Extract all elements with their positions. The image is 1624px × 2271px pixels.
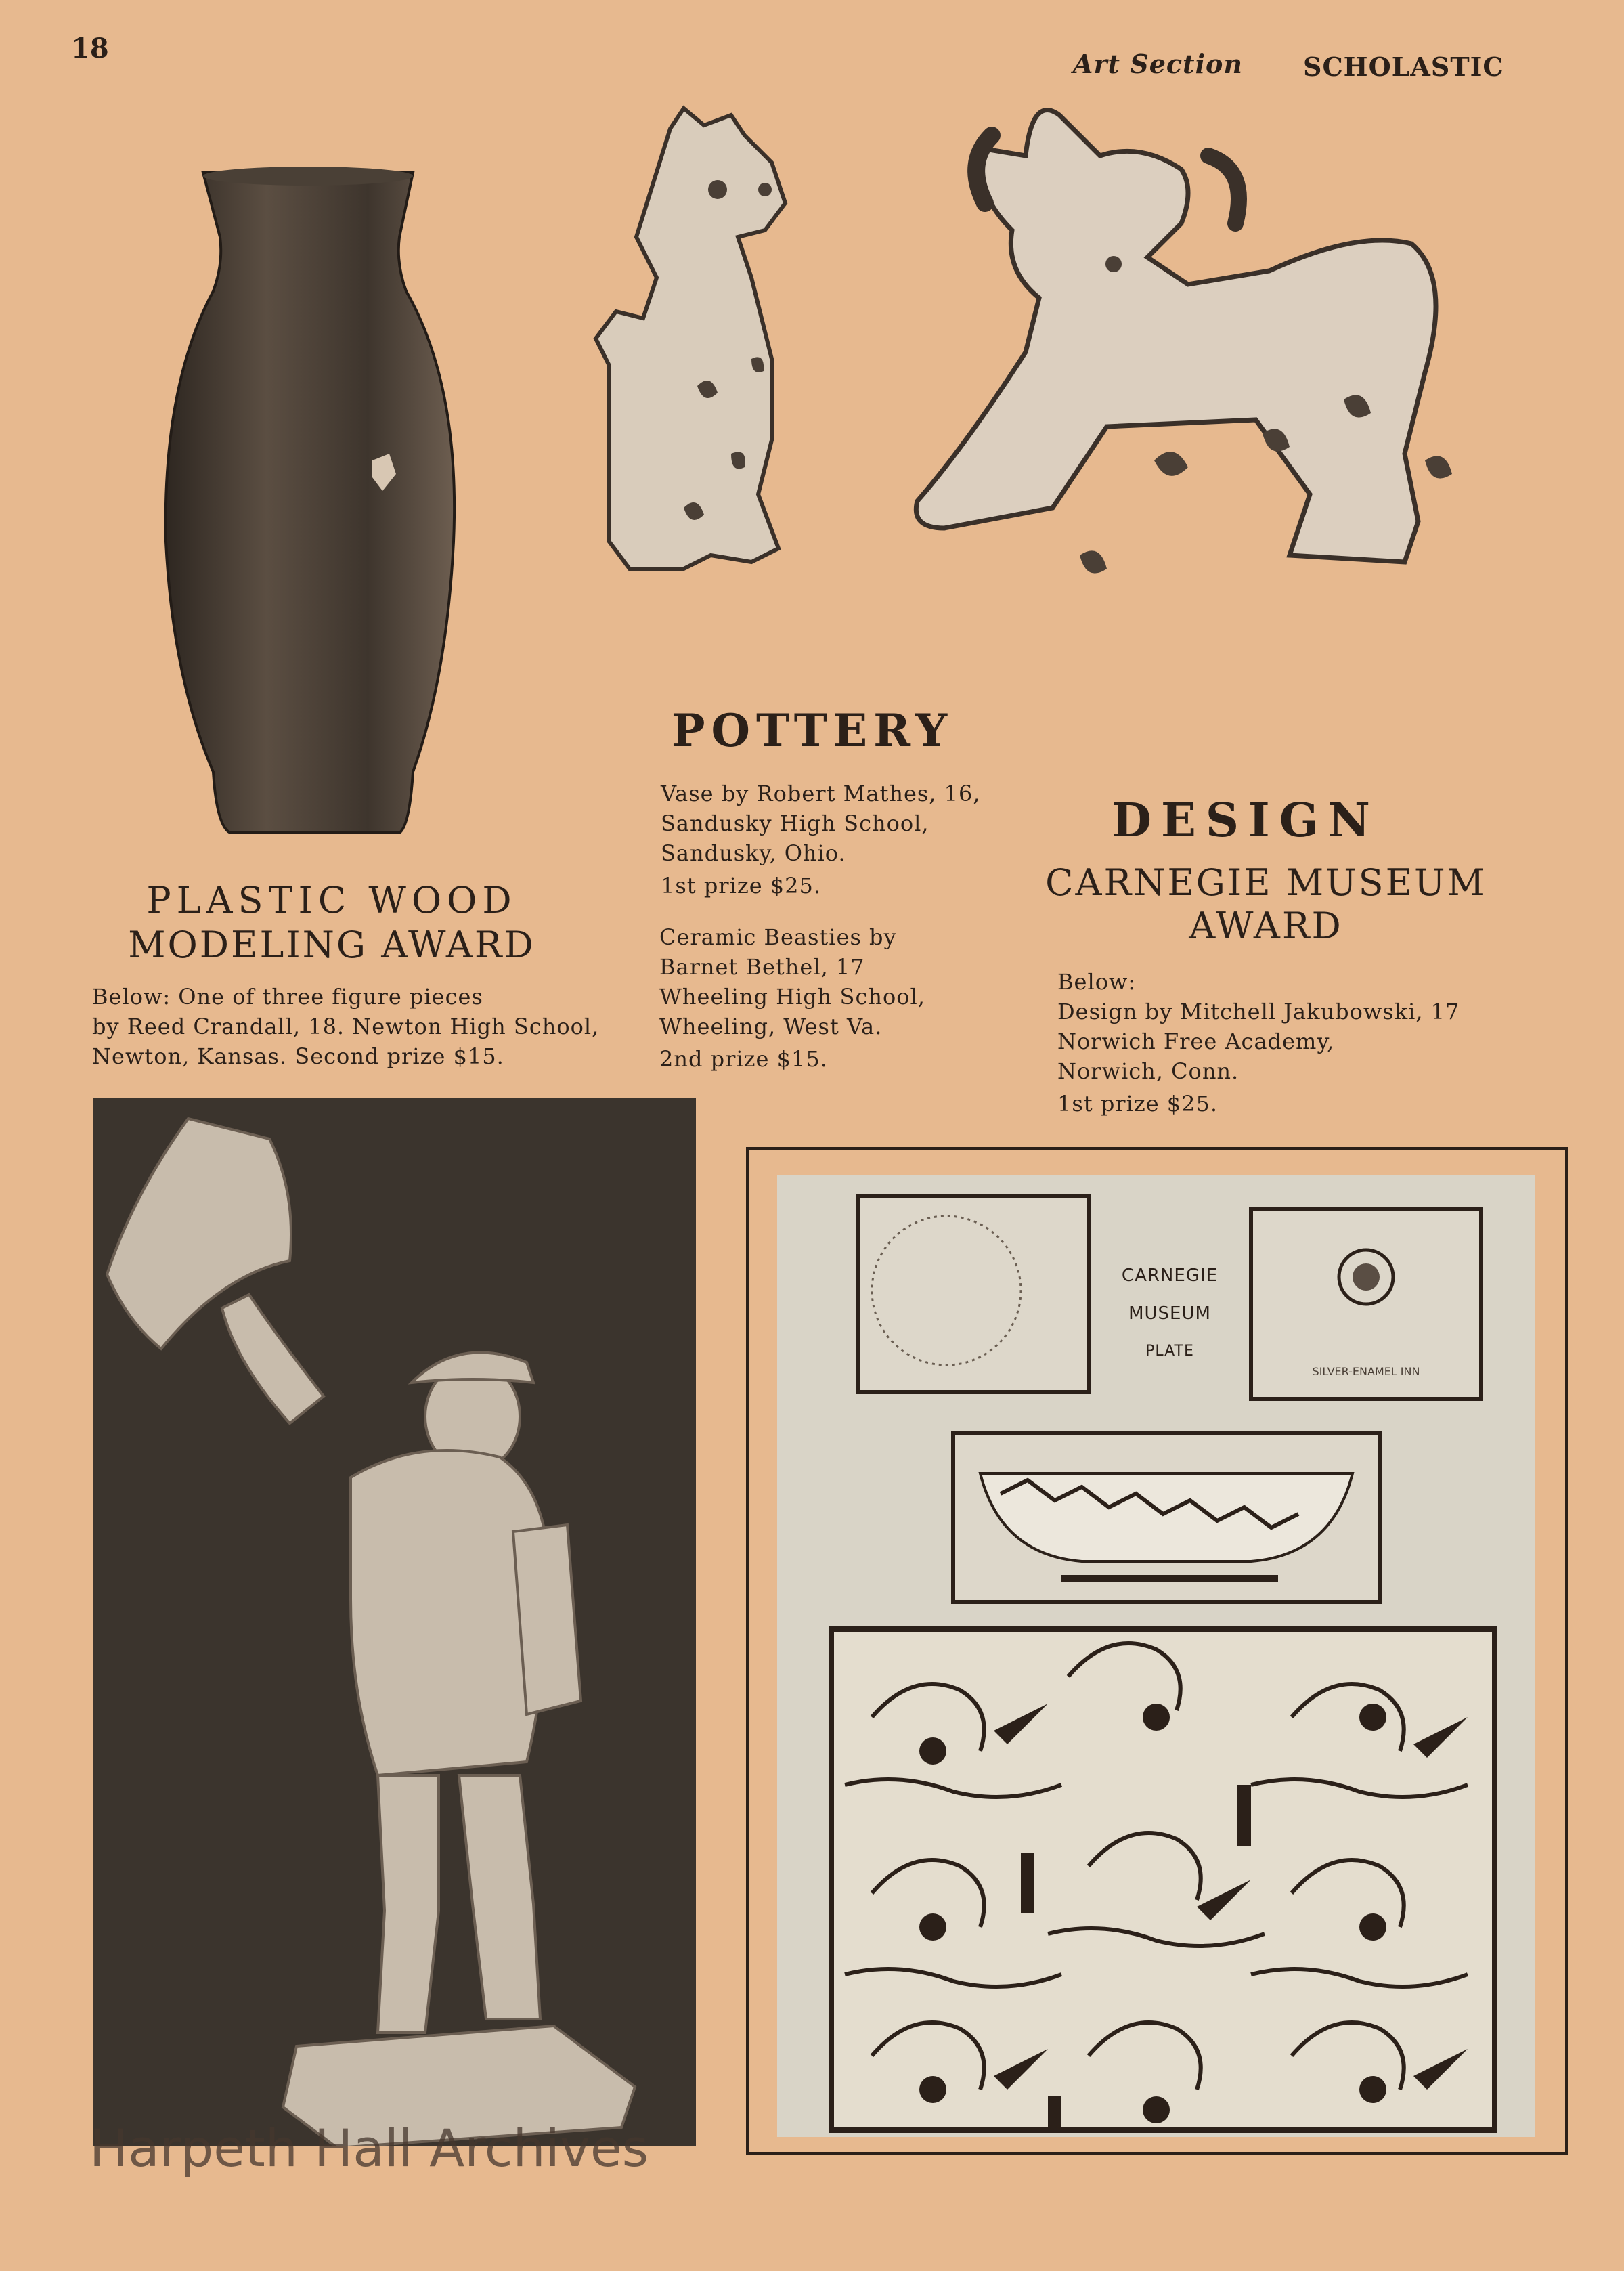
- caption-line: Wheeling, West Va.: [659, 1014, 883, 1039]
- pottery-title: POTTERY: [671, 704, 954, 757]
- plate-label-line: CARNEGIE: [1121, 1266, 1219, 1286]
- page-number: 18: [71, 33, 109, 64]
- pottery-beasties-caption: [659, 922, 925, 1074]
- caption-line: Design by Mitchell Jakubowski, 17: [1057, 999, 1460, 1024]
- caption-line: Below:: [1057, 969, 1137, 995]
- carnegie-museum-title: CARNEGIE MUSEUM: [1045, 861, 1487, 904]
- modeling-award-title: MODELING AWARD: [128, 924, 535, 966]
- plate-label-line: PLATE: [1145, 1343, 1194, 1360]
- caption-line: Norwich Free Academy,: [1057, 1029, 1335, 1054]
- caption-line: Wheeling High School,: [659, 984, 925, 1010]
- ceramic-beastie-left-photo: [562, 102, 860, 657]
- award-title: AWARD: [1189, 905, 1343, 947]
- caption-line: Below: One of three figure pieces: [92, 984, 483, 1010]
- newsboy-figure-photo: [93, 1098, 696, 2146]
- caption-line: by Reed Crandall, 18. Newton High School,: [92, 1014, 600, 1039]
- caption-line: Sandusky High School,: [661, 810, 929, 836]
- vase-photo: [149, 163, 467, 840]
- section-label: Art Section: [1073, 49, 1244, 79]
- caption-line: Sandusky, Ohio.: [661, 840, 846, 866]
- design-plate-frame: [746, 1147, 1568, 2155]
- pottery-vase-caption: [661, 779, 981, 901]
- tile-label: SILVER-ENAMEL INN: [1312, 1365, 1420, 1378]
- plate-label: [1089, 1257, 1251, 1370]
- design-title: DESIGN: [1112, 794, 1380, 848]
- caption-line: Norwich, Conn.: [1057, 1058, 1239, 1084]
- caption-line: Ceramic Beasties by: [659, 924, 897, 950]
- plate-label-line: MUSEUM: [1128, 1303, 1211, 1324]
- ceramic-beastie-bull-photo: [910, 108, 1554, 670]
- design-caption: [1057, 967, 1460, 1119]
- caption-line: Newton, Kansas. Second prize $15.: [92, 1043, 504, 1069]
- caption-line: Barnet Bethel, 17: [659, 954, 865, 980]
- vase-prize: 1st prize $25.: [661, 873, 822, 899]
- design-prize: 1st prize $25.: [1057, 1091, 1219, 1117]
- plastic-wood-caption: [92, 982, 599, 1071]
- magazine-name: SCHOLASTIC: [1303, 51, 1504, 82]
- design-plate-image: [777, 1175, 1535, 2137]
- archive-watermark: Harpeth Hall Archives: [89, 2118, 649, 2178]
- plastic-wood-title: PLASTIC WOOD: [146, 879, 517, 922]
- caption-line: Vase by Robert Mathes, 16,: [661, 781, 981, 806]
- beasties-prize: 2nd prize $15.: [659, 1046, 828, 1072]
